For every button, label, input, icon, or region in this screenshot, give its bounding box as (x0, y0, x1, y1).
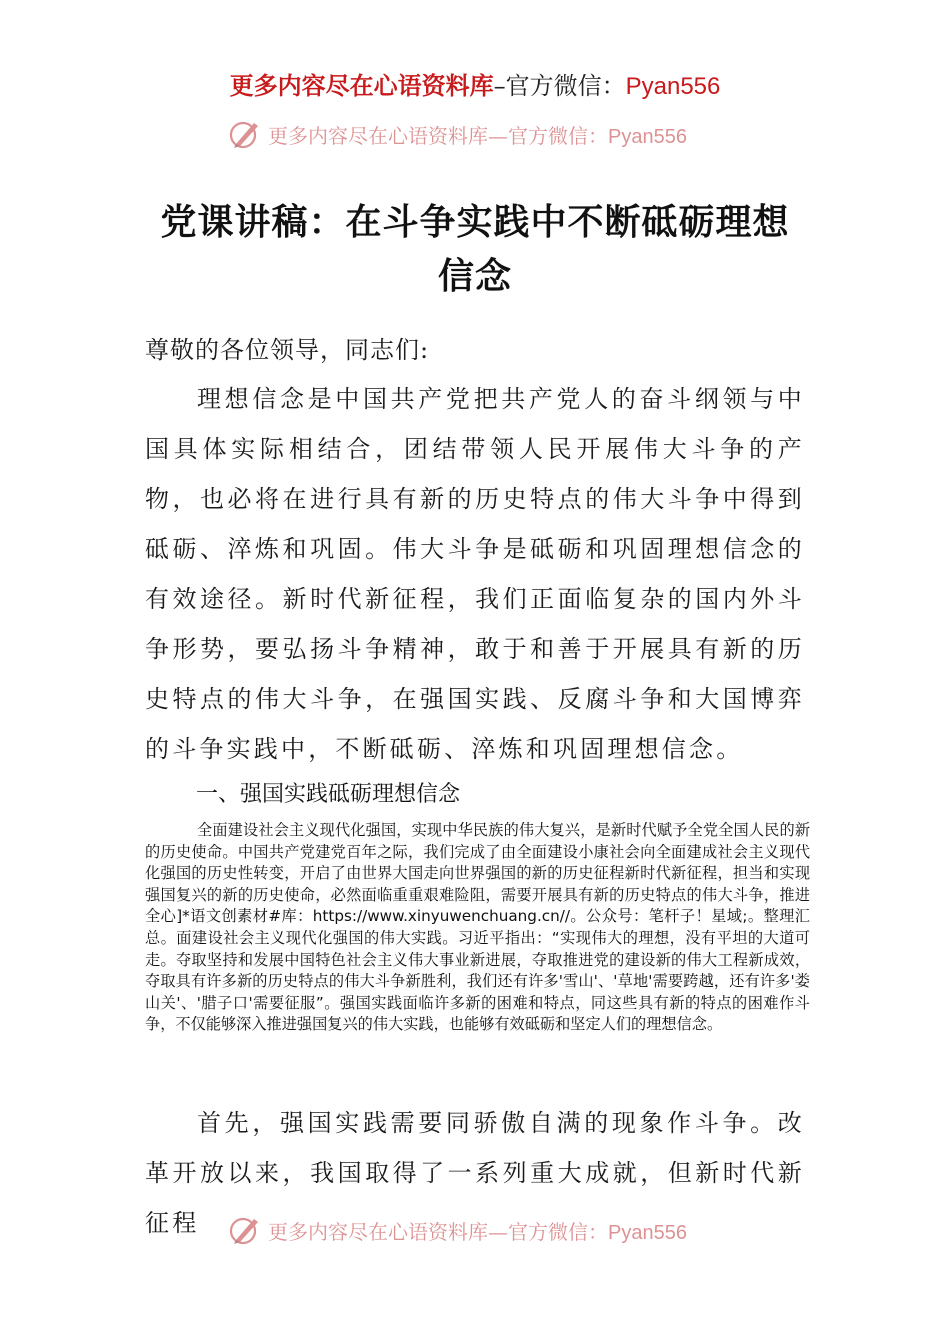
watermark-top (228, 116, 687, 152)
watermark-separator: — (488, 123, 508, 148)
banner-separator: – (493, 72, 506, 100)
banner-wechat-id: Pyan556 (625, 73, 721, 100)
watermark-wechat-label: 官方微信： (508, 123, 608, 148)
pen-logo-icon (228, 1213, 262, 1247)
section-1-paragraph: 全面建设社会主义现代化强国，实现中华民族的伟大复兴，是新时代赋予全党全国人民的新的历史使命。中国共产党建党百年之际，我们完成了由全面建设小康社会向全面建成社会主义现代化强国的历史性转变，开启了由世界大国走向世界强国的新的历史征程新时代新征程，担当和实现强国复兴的新的历史使命，必然面临重重艰难险阻，需要开展具有新的历史特点的伟大斗争，推进全心]*语文创素材#库：https://www.xinyuwenchuang.cn//。公众号：笔杆子！星域;。整理汇总。面建设社会主义现代化强国的伟大实践。习近平指出：“实现伟大的理想，没有平坦的大道可走。夺取坚持和发展中国特色社会主义伟大事业新进展，夺取推进党的建设新的伟大工程新成效，夺取具有许多新的历史特点的伟大斗争新胜利，我们还有许多'雪山'、'草地'需要跨越，还有许多'娄山关'、'腊子口'需要征服”。强国实践面临许多新的困难和特点，同这些具有新的特点的困难作斗争，不仅能够深入推进强国复兴的伟大实践，也能够有效砥砺和坚定人们的理想信念。 (145, 821, 810, 1034)
top-banner (0, 70, 950, 103)
salutation: 尊敬的各位领导，同志们: (145, 336, 430, 364)
watermark-wechat-id: Pyan556 (608, 125, 687, 148)
watermark-wechat-id: Pyan556 (608, 1221, 687, 1244)
banner-wechat-label: 官方微信： (505, 72, 626, 100)
banner-brand-text: 更多内容尽在心语资料库 (229, 71, 494, 100)
watermark-brand-text: 更多内容尽在心语资料库 (268, 123, 488, 148)
section-1-paragraph-2: 首先，强国实践需要同骄傲自满的现象作斗争。改革开放以来，我国取得了一系列重大成就，但新时代新征程 (145, 1109, 805, 1237)
watermark-wechat-label: 官方微信： (508, 1219, 608, 1244)
document-title: 党课讲稿：在斗争实践中不断砥砺理想信念 (160, 202, 790, 297)
watermark-bottom (228, 1212, 687, 1248)
intro-paragraph: 理想信念是中国共产党把共产党人的奋斗纲领与中国具体实际相结合，团结带领人民开展伟大斗争的产物，也必将在进行具有新的历史特点的伟大斗争中得到砥砺、淬炼和巩固。伟大斗争是砥砺和巩固理想信念的有效途径。新时代新征程，我们正面临复杂的国内外斗争形势，要弘扬斗争精神，敢于和善于开展具有新的历史特点的伟大斗争，在强国实践、反腐斗争和大国博弈的斗争实践中，不断砥砺、淬炼和巩固理想信念。 (145, 385, 805, 763)
pen-logo-icon (228, 117, 262, 151)
section-1-heading: 一、强国实践砥砺理想信念 (196, 782, 461, 807)
watermark-separator: — (488, 1219, 508, 1244)
watermark-brand-text: 更多内容尽在心语资料库 (268, 1219, 488, 1244)
